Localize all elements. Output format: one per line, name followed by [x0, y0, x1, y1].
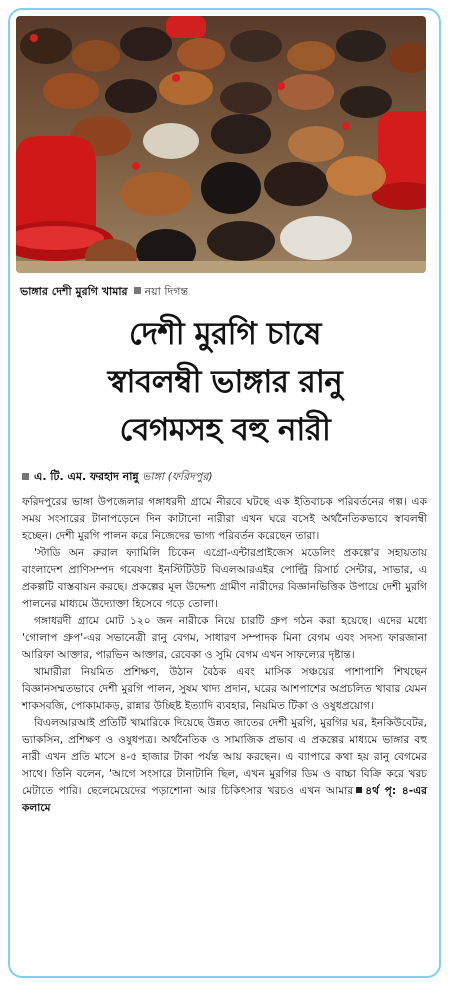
headline — [20, 310, 430, 454]
square-bullet-icon — [356, 787, 362, 793]
paragraph-5-text: বিএলআরআই প্রতিটি খামারিকে দিয়েছে উন্নত জাতের দেশী মুরগি, মুরগির ঘর, ইনকিউবেটর, ভ্যাকসিন, প্রশিক্ষণ ও ওষুধপত্র। অর্থনৈতিক ও সামাজিক প্রভাব এ প্রকল্পের মাধ্যমে ভাঙ্গার বহু নারী এখন প্রতি মাসে ৪-৫ হাজার টাকা পর্যন্ত আয় করছেন। এ ব্যাপারে কথা হয় রানু বেগমের সাথে। তিনি বলেন, 'আগে সংসারে টানাটানি ছিল, এখন মুরগির ডিম ও বাচ্চা বিক্রি করে খরচ মেটাতে পারি। ছেলেমেয়েদের পড়াশোনা আর চিকিৎসার খরচও এখন আমার — [22, 717, 427, 797]
paragraph-4: খামারীরা নিয়মিত প্রশিক্ষণ, উঠান বৈঠক এবং মাসিক সঞ্চয়ের পাশাপাশি শিখছেন বিজ্ঞানসম্মতভাবে দেশী মুরগি পালন, সুষম খাদ্য প্রদান, ঘরের আশপাশের অপ্রচলিত খাবার যেমন শাকসবজি, পোকামাকড়, রান্নার উচ্ছিষ্ট ইত্যাদি ব্যবহার, নিয়মিত টিকা ও ওষুধপ্রয়োগ। — [22, 666, 427, 712]
byline — [22, 468, 213, 487]
paragraph-1: ফরিদপুরের ভাঙ্গা উপজেলার গঙ্গাধরদী গ্রামে নীরবে ঘটছে এক ইতিবাচক পরিবর্তনের গল্প। এক সময় সংসারের টানাপড়েনে দিন কাটানো নারীরা এখন ঘরে বসেই অর্থনৈতিকভাবে স্বাবলম্বী হচ্ছেন। দেশী মুরগি পালন করে নিজেদের ভাগ্য পরিবর্তন করেছেন তারা। — [22, 496, 427, 542]
chicken-farm-photo — [16, 16, 426, 273]
byline-name: এ. টি. এম. ফরহাদ নান্নু — [34, 470, 139, 483]
square-bullet-icon — [134, 287, 141, 294]
headline-line-1: দেশী মুরগি চাষে — [129, 316, 321, 352]
photo-caption — [20, 283, 188, 302]
photo-illustration — [16, 16, 426, 273]
square-bullet-icon — [22, 473, 29, 480]
headline-line-3: বেগমসহ বহু নারী — [119, 412, 331, 448]
paragraph-5 — [22, 715, 427, 817]
paragraph-3: গঙ্গাধরদী গ্রামে মোট ১২০ জন নারীকে নিয়ে চারটি গ্রুপ গঠন করা হয়েছে। এদের মধ্যে 'গোলাপ গ্রুপ'-এর সভানেত্রী রানু বেগম, সাধারণ সম্পাদক মিনা বেগম এবং সদস্য ফারজানা আরিফা আক্তার, পারভিন আক্তার, রেবেকা ও সুমি বেগম এখন সাফল্যের দৃষ্টান্ত। — [22, 615, 427, 661]
caption-title: ভাঙ্গার দেশী মুরগি খামার — [20, 285, 128, 298]
byline-place: ভাঙ্গা (ফরিদপুর) — [142, 470, 213, 483]
red-feeder-right — [372, 111, 426, 210]
caption-source: নয়া দিগন্ত — [144, 285, 189, 298]
paragraph-2: 'স্টাডি অন রুরাল ফ্যামিলি চিকেন এগ্রো-এন্টারপ্রাইজেস মডেলিং প্রকল্পে'র সহায়তায় বাংলাদেশ প্রাণিসম্পদ গবেষণা ইনস্টিটিউট বিএলআরএইর পোল্ট্রি রিসার্চ সেন্টার, সাভার, এ প্রকল্পটি বাস্তবায়ন করছে। প্রকল্পের মূল উদ্দেশ্য গ্রামীণ নারীদের বিজ্ঞানভিত্তিক উপায়ে দেশী মুরগি পালনের মাধ্যমে উদ্যোক্তা হিসেবে গড়ে তোলা। — [22, 547, 427, 610]
jump-label: ৪র্থ পৃ: ৪-এর কলামে — [22, 785, 428, 814]
headline-line-2: স্বাবলম্বী ভাঙ্গার রানু — [107, 364, 343, 400]
article-body — [22, 494, 427, 817]
straw-floor — [16, 261, 426, 273]
red-feeder-top — [166, 16, 206, 38]
